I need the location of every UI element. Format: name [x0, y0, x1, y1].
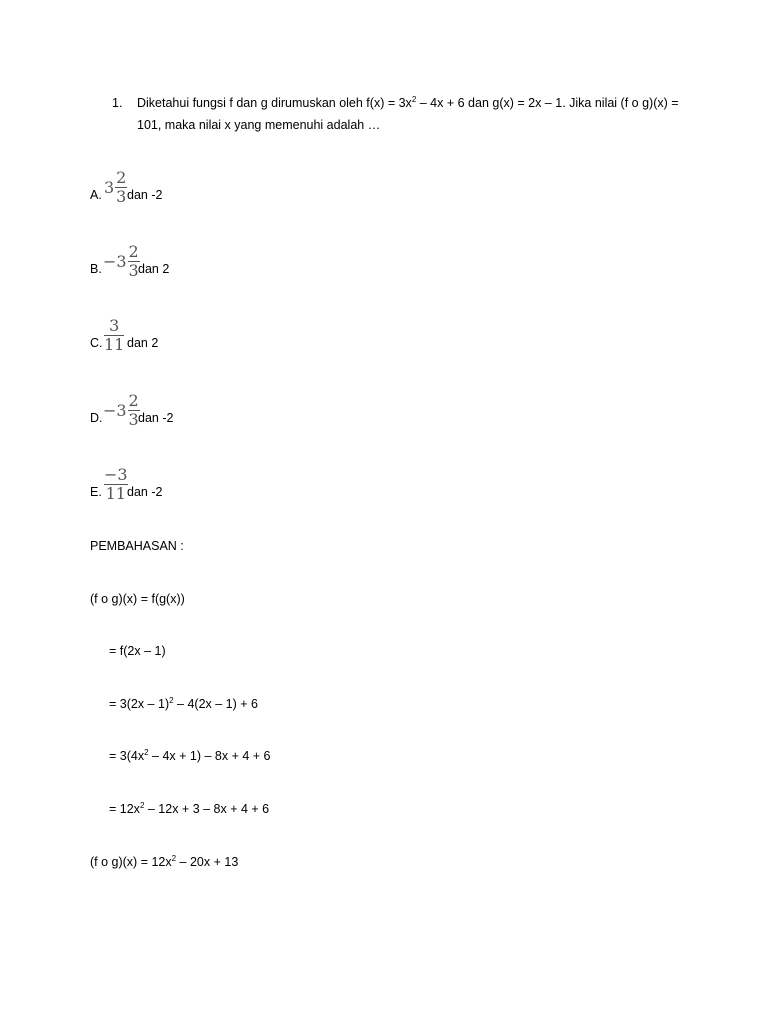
option-math: −3 $\frac{2}{3}$ — [103, 391, 139, 429]
result: (f o $g)(x) = 12x^2 - 20x + 13$ — [90, 854, 239, 869]
option-text: dan -2 — [127, 485, 163, 499]
option-math: 3 $\frac{2}{3}$ — [104, 168, 127, 206]
option-a — [90, 152, 230, 206]
step-3: = $3(4x^2 - 4x + 1) - 8x + 4 + 6$ — [109, 748, 271, 763]
option-math: $\frac{-3}{11}$ — [104, 465, 128, 503]
option-label: B. — [90, 262, 102, 276]
option-text: dan 2 — [127, 336, 159, 350]
step-4: = $12x^2 - 12x + 3 - 8x + 4 + 6$ — [109, 801, 270, 816]
option-math: $\frac{3}{11}$ — [104, 316, 125, 354]
option-label: E. — [90, 485, 102, 499]
question-text: Diketahui fungsi f dan g dirumuskan oleh $f(x) = 3x^2 - 4x + 6$ dan g(x) = 2x – 1. Jika nilai (f o g)(x) = 101, maka nilai x yang memenuhi adalah … — [137, 95, 679, 132]
step-1: = f(2x – 1) — [109, 644, 166, 658]
option-label: A. — [90, 188, 102, 202]
option-math: −3 $\frac{2}{3}$ — [103, 242, 139, 280]
option-d — [90, 375, 230, 429]
option-e — [90, 449, 230, 503]
option-text: dan -2 — [127, 188, 163, 202]
option-b — [90, 226, 230, 280]
option-c — [90, 300, 230, 354]
option-label: D. — [90, 411, 103, 425]
discussion-heading: PEMBAHASAN : — [90, 539, 184, 553]
option-text: dan 2 — [138, 262, 170, 276]
option-label: C. — [90, 336, 103, 350]
question-number: 1. — [112, 96, 123, 110]
option-text: dan -2 — [138, 411, 174, 425]
step-2: = 3(2x – 1)$^2$ – 4(2x – 1) + 6 — [109, 696, 258, 711]
step-0: (f o g)(x) = f(g(x)) — [90, 592, 185, 606]
